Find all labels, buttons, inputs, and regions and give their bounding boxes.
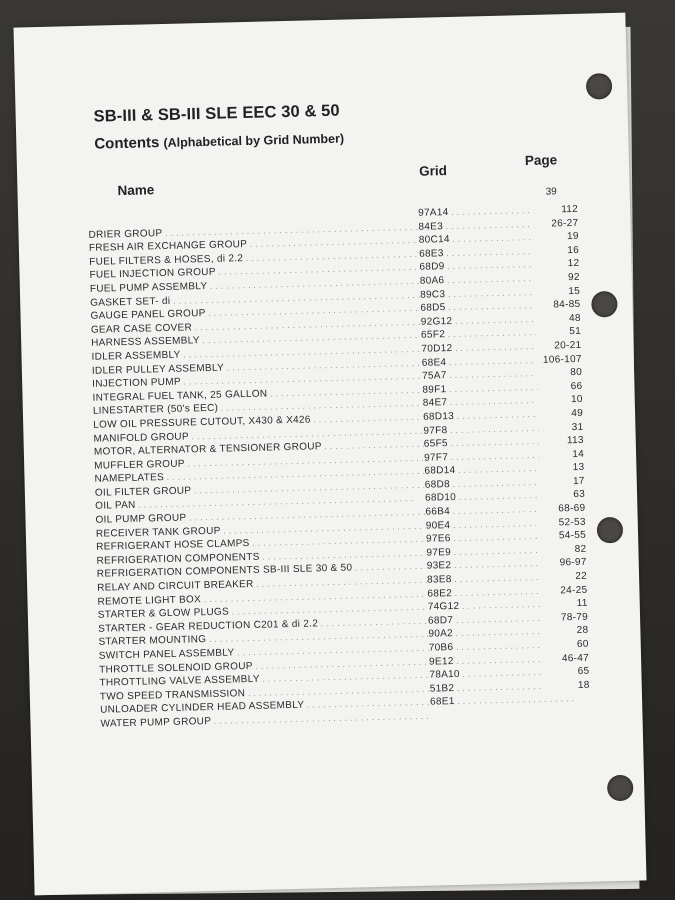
leading-page-number: 39 <box>545 186 557 198</box>
entry-grid: 84E7 . . . <box>423 394 573 409</box>
punch-hole-top <box>586 73 613 100</box>
entry-name: FRESH AIR EXCHANGE GROUP . . . <box>89 235 419 254</box>
entry-grid: 65F2 . . . <box>421 326 571 341</box>
entry-page: 112 <box>533 204 578 216</box>
entry-grid: 68D7 . . . <box>428 612 578 627</box>
entry-page: 18 <box>545 680 590 692</box>
entry-page: 24-25 <box>542 584 587 596</box>
entry-grid: 68E4 . . . <box>422 354 572 369</box>
entry-name: REMOTE LIGHT BOX . . . <box>97 588 427 607</box>
entry-page: 78-79 <box>543 612 588 624</box>
entry-grid: 97E9 . . . <box>426 544 576 559</box>
entry-page: 92 <box>535 272 580 284</box>
entry-name: LINESTARTER (50's EEC) . . . <box>93 398 423 417</box>
contents-list <box>88 203 620 732</box>
entry-name: REFRIGERATION COMPONENTS . . . <box>96 548 426 567</box>
entry-page: 54-55 <box>541 530 586 542</box>
entry-grid: 97E6 . . . <box>426 530 576 545</box>
entry-page: 80 <box>537 367 582 379</box>
entry-grid: 83E8 . . . <box>427 571 577 586</box>
entry-page: 19 <box>534 231 579 243</box>
entry-name: IDLER ASSEMBLY . . . <box>91 344 421 363</box>
document-title: SB-III & SB-III SLE EEC 30 & 50 <box>93 101 340 126</box>
entry-grid: 68D8 . . . <box>425 476 575 491</box>
entry-page: 113 <box>539 435 584 447</box>
name-column-header: Name <box>117 182 155 199</box>
entry-grid: 80A6 . . . <box>420 272 570 287</box>
page-column-header: Page <box>524 152 558 169</box>
entry-page: 16 <box>534 245 579 257</box>
entry-grid: 84E3 . . . <box>418 218 568 233</box>
entry-name: NAMEPLATES . . . <box>94 466 424 485</box>
punch-hole-bottom <box>607 775 634 802</box>
entry-name: OIL FILTER GROUP . . . <box>95 480 425 499</box>
entry-page: 106-107 <box>537 353 582 365</box>
entry-grid: 74G12 . . . <box>428 598 578 613</box>
entry-name: TWO SPEED TRANSMISSION . . . <box>100 683 430 702</box>
entry-grid: 70B6 . . . <box>429 639 579 654</box>
entry-page: 51 <box>536 326 581 338</box>
grid-column-header: Grid <box>418 163 448 179</box>
entry-grid: 75A7 . . . <box>422 367 572 382</box>
entry-name: MUFFLER GROUP . . . <box>94 452 424 471</box>
entry-grid: 70D12 . . . <box>421 340 571 355</box>
entry-page: 13 <box>539 462 584 474</box>
entry-page: 68-69 <box>540 503 585 515</box>
entry-name: IDLER PULLEY ASSEMBLY . . . <box>92 357 422 376</box>
entry-grid: 66B4 . . . <box>425 503 575 518</box>
entry-grid: 68D9 . . . <box>419 258 569 273</box>
entry-name: OIL PUMP GROUP . . . <box>95 507 425 526</box>
entry-page: 17 <box>540 476 585 488</box>
entry-grid: 97F8 . . . <box>423 422 573 437</box>
entry-page: 11 <box>543 598 588 610</box>
entry-grid: 68D10 . . . <box>425 489 575 504</box>
entry-page: 12 <box>534 258 579 270</box>
entry-page: 66 <box>537 381 582 393</box>
entry-name: REFRIGERANT HOSE CLAMPS . . . <box>96 534 426 553</box>
entry-page: 49 <box>538 408 583 420</box>
entry-grid: 89F1 . . . <box>422 381 572 396</box>
subtitle-qualifier: (Alphabetical by Grid Number) <box>163 131 345 150</box>
entry-name: GASKET SET- di . . . <box>90 289 420 308</box>
entry-grid: 97F7 . . . <box>424 449 574 464</box>
entry-name: DRIER GROUP . . . <box>88 221 418 240</box>
entry-page: 82 <box>541 544 586 556</box>
document-page <box>13 13 646 896</box>
entry-grid: 68D14 . . . <box>424 462 574 477</box>
entry-grid: 80C14 . . . <box>419 231 569 246</box>
entry-page: 84-85 <box>535 299 580 311</box>
entry-name: FUEL PUMP ASSEMBLY . . . <box>90 276 420 295</box>
entry-page: 31 <box>538 421 583 433</box>
entry-grid: 51B2 . . . <box>430 680 580 695</box>
document-subtitle <box>94 130 344 153</box>
entry-grid: 89C3 . . . <box>420 286 570 301</box>
entry-page: 10 <box>538 394 583 406</box>
entry-grid: 90A2 . . . <box>428 625 578 640</box>
entry-name: GAUGE PANEL GROUP . . . <box>90 303 420 322</box>
entry-name: LOW OIL PRESSURE CUTOUT, X430 & X426 . . . <box>93 412 423 431</box>
entry-grid: 68D5 . . . <box>420 299 570 314</box>
entry-name: STARTER - GEAR REDUCTION C201 & di 2.2 . . . <box>98 615 428 634</box>
entry-name: MANIFOLD GROUP . . . <box>93 425 423 444</box>
entry-page: 15 <box>535 285 580 297</box>
entry-page: 46-47 <box>544 652 589 664</box>
entry-page: 63 <box>540 489 585 501</box>
entry-page: 22 <box>542 571 587 583</box>
entry-name: REFRIGERATION COMPONENTS SB-III SLE 30 & 50 . . . <box>97 561 427 580</box>
entry-grid: 68E2 . . . <box>427 585 577 600</box>
entry-name: UNLOADER CYLINDER HEAD ASSEMBLY . . . <box>100 697 430 716</box>
entry-grid: 78A10 . . . <box>429 666 579 681</box>
entry-name: STARTER MOUNTING . . . <box>98 629 428 648</box>
entry-name: STARTER & GLOW PLUGS . . . <box>98 602 428 621</box>
entry-name: RELAY AND CIRCUIT BREAKER . . . <box>97 575 427 594</box>
entry-grid: 68D13 . . . <box>423 408 573 423</box>
entry-grid: 9E12 . . . <box>429 653 579 668</box>
entry-name: INJECTION PUMP . . . <box>92 371 422 390</box>
entry-page: 26-27 <box>533 217 578 229</box>
entry-page: 96-97 <box>542 557 587 569</box>
entry-page: 28 <box>543 625 588 637</box>
entry-name: MOTOR, ALTERNATOR & TENSIONER GROUP . . . <box>94 439 424 458</box>
entry-grid: 92G12 . . . <box>421 313 571 328</box>
entry-page: 20-21 <box>536 340 581 352</box>
entry-page: 14 <box>539 448 584 460</box>
entry-name: INTEGRAL FUEL TANK, 25 GALLON . . . <box>92 384 422 403</box>
entry-page: 48 <box>536 313 581 325</box>
entry-name: FUEL INJECTION GROUP . . . <box>89 262 419 281</box>
entry-name: THROTTLE SOLENOID GROUP . . . <box>99 656 429 675</box>
entry-grid: 93E2 . . . <box>427 557 577 572</box>
entry-name: RECEIVER TANK GROUP . . . <box>96 520 426 539</box>
entry-grid: 97A14 . . . <box>418 204 568 219</box>
subtitle-main: Contents <box>94 134 160 153</box>
entry-page: 60 <box>544 639 589 651</box>
entry-name: THROTTLING VALVE ASSEMBLY . . . <box>99 670 429 689</box>
entry-name: OIL PAN . . . <box>95 493 425 512</box>
entry-page: 52-53 <box>541 516 586 528</box>
entry-grid: 68E1 . . . <box>430 693 580 708</box>
entry-name: WATER PUMP GROUP . . . <box>100 711 430 730</box>
entry-grid: 65F5 . . . <box>424 435 574 450</box>
entry-page: 65 <box>544 666 589 678</box>
entry-grid: 90E4 . . . <box>426 517 576 532</box>
entry-grid: 68E3 . . . <box>419 245 569 260</box>
entry-name: HARNESS ASSEMBLY . . . <box>91 330 421 349</box>
entry-name: GEAR CASE COVER . . . <box>91 316 421 335</box>
entry-name: FUEL FILTERS & HOSES, di 2.2 . . . <box>89 249 419 268</box>
entry-name: SWITCH PANEL ASSEMBLY . . . <box>99 643 429 662</box>
